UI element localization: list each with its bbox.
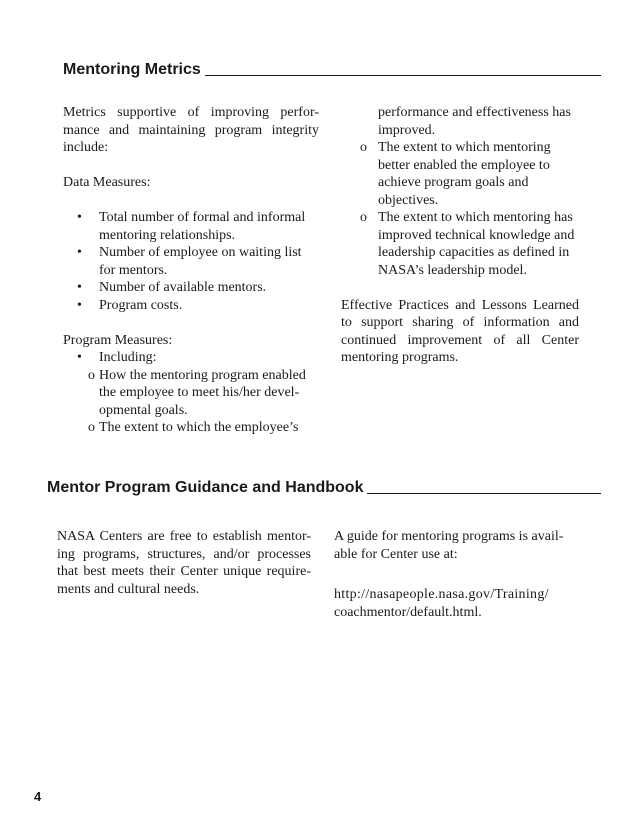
- metrics-left-column: [63, 104, 319, 437]
- bullet-marker: •: [77, 210, 82, 225]
- guidance-left-text: NASA Centers are free to establish mentor-ing programs, structures, and/or processes that best meets their Center unique require-ments and cultural needs.: [57, 529, 311, 597]
- heading-rule: [367, 493, 601, 494]
- heading-rule: [205, 75, 601, 76]
- handbook-url-line-1: http://nasapeople.nasa.gov/Training/: [334, 587, 549, 602]
- guidance-heading: Mentor Program Guidance and Handbook: [47, 479, 364, 496]
- list-item: o How the mentoring program enabled the employee to meet his/her devel-opmental goals.: [88, 367, 306, 418]
- bullet-marker: •: [77, 350, 82, 365]
- program-measures-label: Program Measures:: [63, 332, 173, 348]
- data-measures-label: Data Measures:: [63, 175, 151, 190]
- bullet-marker: •: [77, 297, 82, 313]
- o-marker: o: [88, 420, 95, 435]
- o-marker: o: [360, 140, 367, 155]
- guidance-left-column: [57, 528, 311, 598]
- guidance-right-text: A guide for mentoring programs is avail-able for Center use at:: [334, 529, 564, 562]
- list-item: o The extent to which the employee’s: [88, 420, 299, 435]
- page-number: 4: [34, 789, 42, 804]
- guidance-right-column: [334, 528, 579, 621]
- effective-practices-text: Effective Practices and Lessons Learned to support sharing of information and continued improvement of all Center mentoring programs.: [341, 297, 579, 365]
- list-item: o The extent to which mentoring better enabled the employee to achieve program goals and objectives.: [360, 140, 551, 208]
- bullet-marker: •: [77, 280, 82, 295]
- list-item: • Program costs.: [77, 297, 183, 313]
- bullet-marker: •: [77, 245, 82, 260]
- o-marker: o: [360, 210, 367, 225]
- list-item: • Number of employee on waiting list for mentors.: [77, 245, 302, 278]
- list-item: • Total number of formal and informal mentoring relationships.: [77, 210, 306, 243]
- continued-text: performance and effectiveness has improved.: [378, 105, 571, 138]
- guidance-heading-row: [47, 478, 601, 497]
- list-item: o The extent to which mentoring has improved technical knowledge and leadership capacities as defined in NASA’s leadership model.: [360, 210, 575, 278]
- list-item: • Number of available mentors.: [77, 280, 267, 295]
- metrics-intro: Metrics supportive of improving perfor-mance and maintaining program integrity include:: [63, 105, 319, 155]
- list-item: • Including:: [77, 350, 157, 365]
- mentoring-metrics-heading: Mentoring Metrics: [63, 61, 201, 78]
- handbook-url-line-2: coachmentor/default.html.: [334, 604, 482, 620]
- metrics-right-column: [341, 104, 579, 367]
- o-marker: o: [88, 367, 95, 383]
- mentoring-metrics-heading-row: [63, 60, 601, 79]
